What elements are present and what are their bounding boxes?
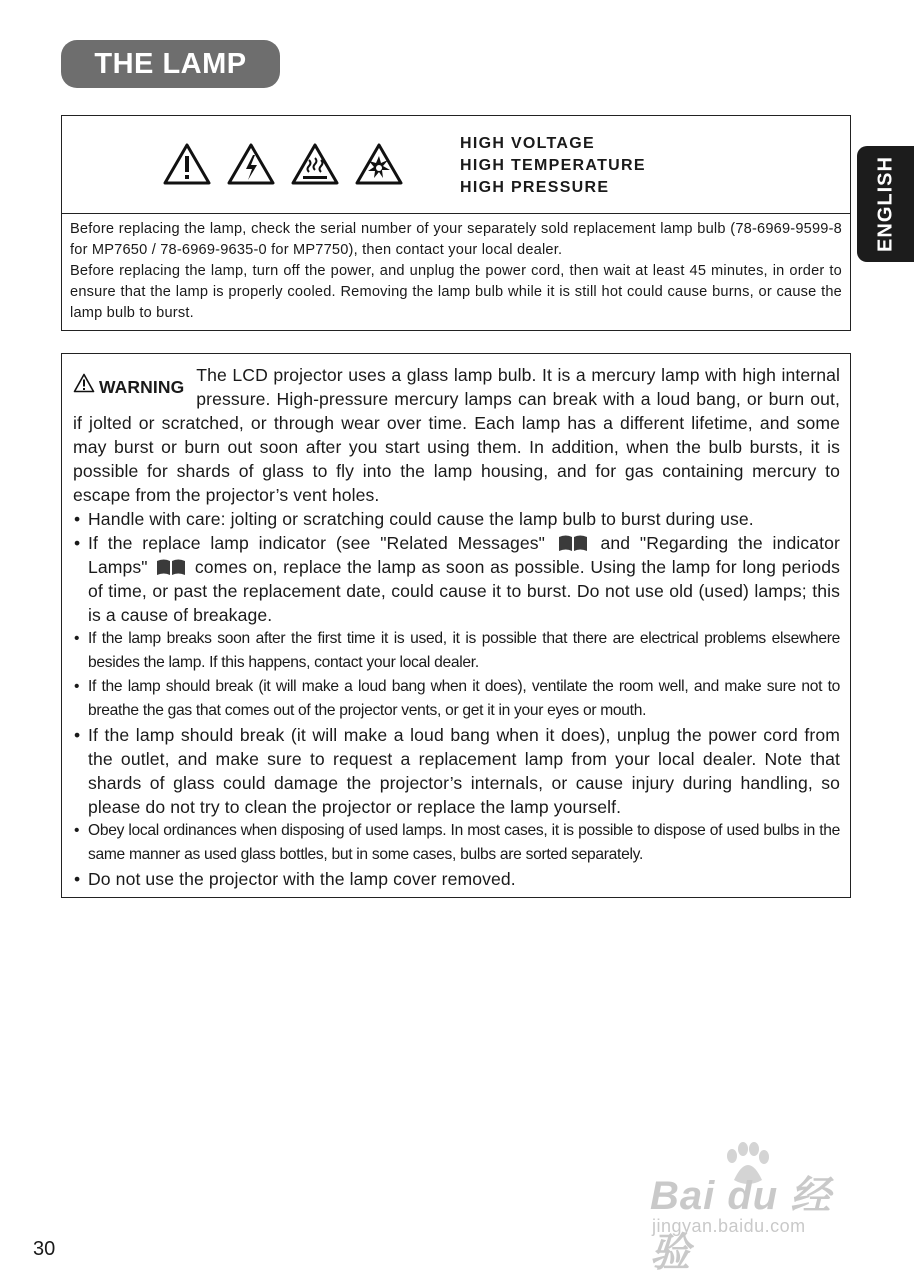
language-tab bbox=[857, 146, 914, 262]
warning-bullet-lamp-cover bbox=[73, 867, 840, 891]
page-title-text: THE LAMP bbox=[94, 47, 247, 80]
bullet-text: Obey local ordinances when disposing of used lamps. In most cases, it is possible to dispose of used bulbs in the same manner as used glass bottles, but in some cases, bulbs are sorted separately. bbox=[88, 822, 840, 863]
bullet-text: Handle with care: jolting or scratching could cause the lamp bulb to burst during use. bbox=[88, 509, 754, 529]
warning-intro-text: The LCD projector uses a glass lamp bulb. It is a mercury lamp with high internal pressure. High-pressure mercury lamps can break with a loud bang, or burn out, if jolted or scratched, or through wear over time. Each lamp has a different lifetime, and some may burst or burn out soon after you start using them. In addition, when the bulb bursts, it is possible for shards of glass to fly into the lamp housing, and for gas containing mercury to escape from the projector’s vent holes. bbox=[73, 365, 840, 505]
warning-bullet-electrical-problems bbox=[73, 627, 840, 675]
language-tab-label: ENGLISH bbox=[874, 156, 896, 252]
book-reference-icon bbox=[558, 534, 588, 551]
warning-label-text: WARNING bbox=[99, 377, 185, 397]
warning-bullet-handle-care bbox=[73, 507, 840, 531]
hazard-notice-box bbox=[61, 115, 851, 331]
hazard-labels bbox=[460, 133, 646, 199]
hazard-label-pressure: HIGH PRESSURE bbox=[460, 179, 610, 196]
warning-bullet-unplug bbox=[73, 723, 840, 819]
hot-surface-icon bbox=[290, 142, 340, 186]
watermark-logo: Bai du 经验 bbox=[650, 1174, 832, 1275]
high-voltage-icon bbox=[226, 142, 276, 186]
hazard-label-voltage: HIGH VOLTAGE bbox=[460, 135, 596, 152]
page-number: 30 bbox=[33, 1238, 56, 1260]
bullet-text: Do not use the projector with the lamp cover removed. bbox=[88, 869, 516, 889]
warning-bullet-list bbox=[73, 507, 840, 891]
book-reference-icon bbox=[156, 558, 186, 575]
warning-intro-block bbox=[73, 363, 840, 507]
general-warning-icon bbox=[162, 142, 212, 186]
bullet-text-part2: and "Regarding the indicator Lamps" bbox=[88, 533, 840, 577]
bullet-text: If the lamp breaks soon after the first time it is used, it is possible that there are electrical problems elsewhere besides the lamp. If this happens, contact your local dealer. bbox=[88, 630, 840, 671]
warning-bullet-replace-indicator bbox=[73, 531, 840, 627]
warning-label bbox=[73, 363, 184, 411]
explosion-icon bbox=[354, 142, 404, 186]
bullet-text: If the lamp should break (it will make a loud bang when it does), unplug the power cord from the outlet, and make sure to request a replacement lamp from your local dealer. Note that shards of glass could damage the projector’s internals, or cause injury during handling, so please do not try to clean the projector or replace the lamp yourself. bbox=[88, 725, 840, 817]
hazard-label-temperature: HIGH TEMPERATURE bbox=[460, 157, 646, 174]
hazard-instructions bbox=[62, 214, 850, 324]
hazard-paragraph-serial: Before replacing the lamp, check the serial number of your separately sold replacement lamp bulb (78-6969-9599-8 for MP7650 / 78-6969-9635-0 for MP7750), then contact your local dealer. bbox=[70, 221, 842, 258]
bullet-text-part3: comes on, replace the lamp as soon as possible. Using the lamp for long periods of time, or past the replacement date, could cause it to burst. Do not use old (used) lamps; this is a cause of breakage. bbox=[88, 557, 840, 625]
warning-triangle-icon bbox=[73, 373, 95, 393]
hazard-paragraph-cooling: Before replacing the lamp, turn off the power, and unplug the power cord, then wait at least 45 minutes, in order to ensure that the lamp is properly cooled. Removing the lamp bulb while it is still hot could cause burns, or cause the lamp bulb to burst. bbox=[70, 263, 842, 321]
warning-box bbox=[61, 353, 851, 898]
warning-bullet-disposal bbox=[73, 819, 840, 867]
hazard-header bbox=[62, 116, 850, 214]
bullet-text-part1: If the replace lamp indicator (see "Related Messages" bbox=[88, 533, 545, 553]
warning-bullet-ventilate bbox=[73, 675, 840, 723]
watermark-url: jingyan.baidu.com bbox=[652, 1216, 806, 1236]
baidu-watermark bbox=[650, 1142, 860, 1275]
bullet-text: If the lamp should break (it will make a loud bang when it does), ventilate the room well, and make sure not to breathe the gas that comes out of the projector vents, or get it in your eyes or mouth. bbox=[88, 678, 840, 719]
page-title bbox=[61, 40, 280, 88]
hazard-icons bbox=[162, 142, 404, 186]
